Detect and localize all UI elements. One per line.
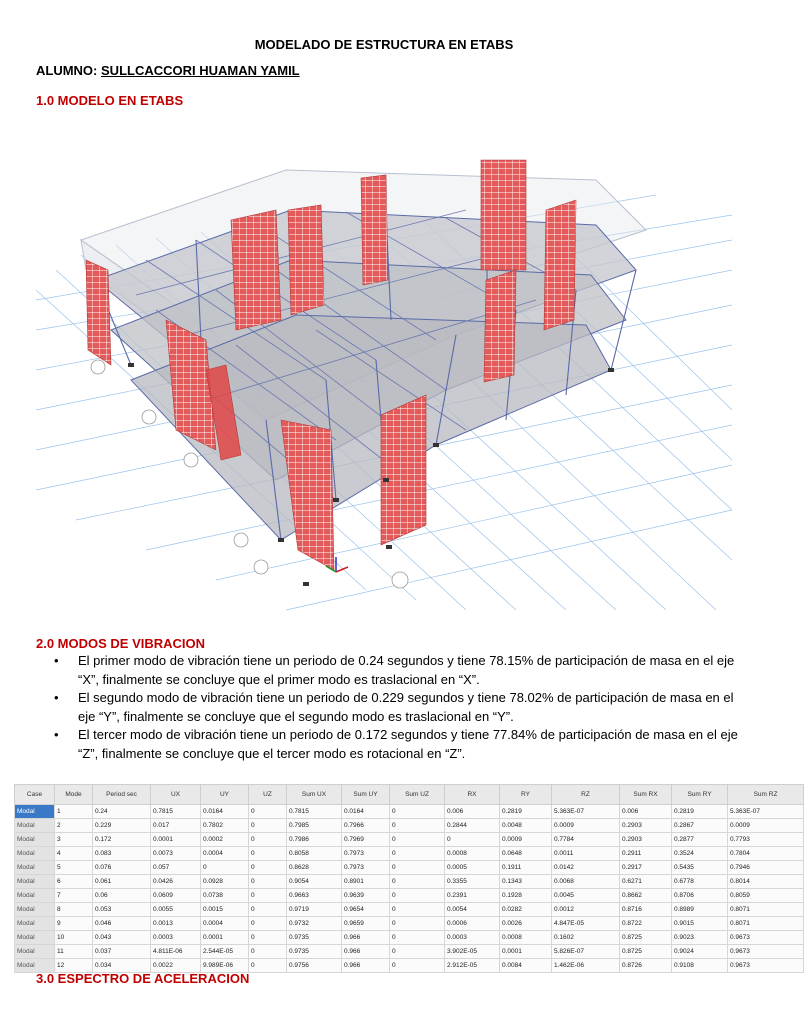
table-cell: 0.966 (342, 931, 390, 945)
case-cell: Modal (15, 861, 55, 875)
table-cell: 3 (55, 833, 93, 847)
column-header[interactable]: UX (151, 785, 201, 805)
column-header[interactable]: Sum UY (342, 785, 390, 805)
table-cell: 9.989E-06 (201, 959, 249, 973)
table-cell: 0.0068 (552, 875, 620, 889)
table-cell: 0.0142 (552, 861, 620, 875)
table-cell: 0.8722 (620, 917, 672, 931)
case-cell: Modal (15, 819, 55, 833)
table-cell: 0.7986 (287, 833, 342, 847)
table-cell: 0 (249, 917, 287, 931)
table-cell: 0 (249, 847, 287, 861)
table-cell: 0 (390, 833, 445, 847)
table-cell: 0.0006 (445, 917, 500, 931)
table-cell: 0.0609 (151, 889, 201, 903)
table-cell: 0.9659 (342, 917, 390, 931)
table-cell: 0.0648 (500, 847, 552, 861)
table-cell: 0.0054 (445, 903, 500, 917)
table-row[interactable] (15, 833, 804, 847)
table-row[interactable] (15, 861, 804, 875)
table-cell: 0.0009 (500, 833, 552, 847)
table-row[interactable] (15, 847, 804, 861)
table-cell: 0.2867 (672, 819, 728, 833)
table-cell: 0.2911 (620, 847, 672, 861)
table-cell: 0.9719 (287, 903, 342, 917)
table-cell: 0.9756 (287, 959, 342, 973)
table-row[interactable] (15, 875, 804, 889)
section-heading-model: 1.0 MODELO EN ETABS (36, 93, 184, 108)
table-cell: 0.0004 (201, 847, 249, 861)
shear-wall (484, 270, 516, 382)
shear-wall (481, 160, 526, 270)
table-cell: 0.6271 (620, 875, 672, 889)
table-cell: 0.0015 (201, 903, 249, 917)
table-row[interactable] (15, 819, 804, 833)
table-cell: 0.7815 (151, 805, 201, 819)
table-cell: 0.043 (93, 931, 151, 945)
table-cell: 0.2844 (445, 819, 500, 833)
table-cell: 0.006 (445, 805, 500, 819)
table-cell: 0.2819 (672, 805, 728, 819)
case-cell: Modal (15, 903, 55, 917)
table-cell: 0.2819 (500, 805, 552, 819)
table-cell: 0.0282 (500, 903, 552, 917)
table-cell: 0.2917 (620, 861, 672, 875)
modal-participation-table (14, 784, 804, 973)
table-cell: 0.1343 (500, 875, 552, 889)
column-header[interactable]: UY (201, 785, 249, 805)
table-cell: 0.3355 (445, 875, 500, 889)
shear-wall (361, 175, 388, 285)
table-cell: 0.7973 (342, 847, 390, 861)
table-cell: 5.363E-07 (728, 805, 804, 819)
table-cell: 0 (390, 875, 445, 889)
table-cell: 0 (249, 805, 287, 819)
table-cell: 0 (249, 833, 287, 847)
shear-wall (544, 200, 576, 330)
table-cell: 4.847E-05 (552, 917, 620, 931)
table-cell: 8 (55, 903, 93, 917)
table-cell: 7 (55, 889, 93, 903)
case-cell: Modal (15, 889, 55, 903)
table-row[interactable] (15, 805, 804, 819)
table-cell: 0 (390, 903, 445, 917)
table-cell: 0.8725 (620, 931, 672, 945)
table-cell: 0.006 (620, 805, 672, 819)
table-cell: 0.8662 (620, 889, 672, 903)
table-cell: 0.7985 (287, 819, 342, 833)
column-header[interactable]: Period sec (93, 785, 151, 805)
table-cell: 0 (249, 945, 287, 959)
table-cell: 0.9732 (287, 917, 342, 931)
table-cell: 0.0012 (552, 903, 620, 917)
table-cell: 0.9673 (728, 931, 804, 945)
column-header[interactable]: Sum UZ (390, 785, 445, 805)
table-cell: 0.0008 (500, 931, 552, 945)
table-row[interactable] (15, 889, 804, 903)
table-cell: 0.3524 (672, 847, 728, 861)
table-cell: 0.9024 (672, 945, 728, 959)
table-cell: 0.2903 (620, 833, 672, 847)
table-cell: 0.9735 (287, 931, 342, 945)
table-cell: 0.0001 (151, 833, 201, 847)
table-cell: 0.8071 (728, 903, 804, 917)
table-cell: 0.229 (93, 819, 151, 833)
column-header[interactable]: RY (500, 785, 552, 805)
table-cell: 0 (249, 875, 287, 889)
table-cell: 0.7804 (728, 847, 804, 861)
table-cell: 0.0073 (151, 847, 201, 861)
table-cell: 0.9663 (287, 889, 342, 903)
table-cell: 0.0001 (201, 931, 249, 945)
table-cell: 0.06 (93, 889, 151, 903)
table-cell: 0 (249, 819, 287, 833)
table-cell: 0.6778 (672, 875, 728, 889)
table-cell: 0.0001 (500, 945, 552, 959)
table-cell: 0.7969 (342, 833, 390, 847)
table-cell: 0 (249, 931, 287, 945)
table-cell: 0.053 (93, 903, 151, 917)
column-header[interactable]: RZ (552, 785, 620, 805)
table-header-row (15, 785, 804, 805)
table-cell: 9 (55, 917, 93, 931)
table-cell: 0.0003 (151, 931, 201, 945)
table-cell: 0.1928 (500, 889, 552, 903)
table-cell: 0.034 (93, 959, 151, 973)
table-cell: 0.0002 (201, 833, 249, 847)
table-cell: 0.061 (93, 875, 151, 889)
shear-wall (231, 210, 281, 330)
case-cell: Modal (15, 875, 55, 889)
table-cell: 2.912E-05 (445, 959, 500, 973)
table-cell: 0.0004 (201, 917, 249, 931)
table-cell: 0 (390, 959, 445, 973)
table-cell: 0 (390, 805, 445, 819)
shear-wall (288, 205, 324, 315)
table-cell: 0.8725 (620, 945, 672, 959)
case-cell: Modal (15, 847, 55, 861)
case-cell: Modal (15, 931, 55, 945)
table-cell: 0 (390, 945, 445, 959)
table-cell: 0 (390, 847, 445, 861)
table-cell: 0.9108 (672, 959, 728, 973)
table-cell: 0.9735 (287, 945, 342, 959)
table-cell: 0.057 (151, 861, 201, 875)
table-cell: 0.7946 (728, 861, 804, 875)
table-cell: 0.0164 (201, 805, 249, 819)
table-cell: 0.0013 (151, 917, 201, 931)
table-cell: 0.0426 (151, 875, 201, 889)
table-cell: 0.037 (93, 945, 151, 959)
table-cell: 0.2903 (620, 819, 672, 833)
table-cell: 1 (55, 805, 93, 819)
table-cell: 0.0055 (151, 903, 201, 917)
table-cell: 0.046 (93, 917, 151, 931)
column-header[interactable]: RX (445, 785, 500, 805)
table-cell: 0.7966 (342, 819, 390, 833)
table-cell: 0.7802 (201, 819, 249, 833)
table-cell: 0.2877 (672, 833, 728, 847)
student-label: ALUMNO: (36, 63, 98, 78)
table-cell: 0.8059 (728, 889, 804, 903)
table-cell: 3.902E-05 (445, 945, 500, 959)
column-header[interactable]: Sum RZ (728, 785, 804, 805)
table-cell: 0.172 (93, 833, 151, 847)
table-cell: 0 (249, 903, 287, 917)
table-body (15, 805, 804, 973)
table-cell: 0.0008 (445, 847, 500, 861)
section-heading-spectrum: 3.0 ESPECTRO DE ACELERACION (36, 971, 250, 986)
table-cell: 0 (390, 861, 445, 875)
case-cell: Modal (15, 945, 55, 959)
table-cell: 11 (55, 945, 93, 959)
column-header[interactable]: Sum UX (287, 785, 342, 805)
table-cell: 0 (390, 819, 445, 833)
table-cell: 6 (55, 875, 93, 889)
table-cell: 5 (55, 861, 93, 875)
column-header[interactable]: UZ (249, 785, 287, 805)
table-cell: 0.0003 (445, 931, 500, 945)
table-cell: 0.0084 (500, 959, 552, 973)
table-cell: 0.0009 (552, 819, 620, 833)
table-cell: 0.8014 (728, 875, 804, 889)
table-cell: 0.8901 (342, 875, 390, 889)
table-cell: 0.1602 (552, 931, 620, 945)
table-cell: 0.0009 (728, 819, 804, 833)
table-cell: 12 (55, 959, 93, 973)
table-cell: 4 (55, 847, 93, 861)
case-cell: Modal (15, 833, 55, 847)
table-cell: 5.826E-07 (552, 945, 620, 959)
table-cell: 0.0048 (500, 819, 552, 833)
table-cell: 0.8058 (287, 847, 342, 861)
table-cell: 0.0928 (201, 875, 249, 889)
table-row[interactable] (15, 945, 804, 959)
shear-wall (381, 395, 426, 545)
table-cell: 0.9054 (287, 875, 342, 889)
table-cell: 0.0164 (342, 805, 390, 819)
table-cell: 0.083 (93, 847, 151, 861)
column-header[interactable]: Sum RX (620, 785, 672, 805)
table-cell: 0 (249, 959, 287, 973)
table-cell: 0.966 (342, 945, 390, 959)
table-cell: 0.8628 (287, 861, 342, 875)
table-cell: 0.24 (93, 805, 151, 819)
column-header[interactable]: Sum RY (672, 785, 728, 805)
table-cell: 0.8989 (672, 903, 728, 917)
modes-bullet-list (78, 652, 738, 763)
table-cell: 0.8726 (620, 959, 672, 973)
table-cell: 0 (445, 833, 500, 847)
table-cell: 0 (201, 861, 249, 875)
table-cell: 4.811E-06 (151, 945, 201, 959)
table-cell: 10 (55, 931, 93, 945)
table-cell: 0.9673 (728, 945, 804, 959)
table-cell: 0.7973 (342, 861, 390, 875)
bullet-item: • El primer modo de vibración tiene un periodo de 0.24 segundos y tiene 78.15% de participación de masa en el eje “X”, finalmente se concluye que el primer modo es traslacional en “X”. (78, 652, 738, 689)
table-cell: 0.9654 (342, 903, 390, 917)
column-header[interactable]: Mode (55, 785, 93, 805)
table-cell: 0.2391 (445, 889, 500, 903)
table-cell: 2.544E-05 (201, 945, 249, 959)
table-cell: 0.0045 (552, 889, 620, 903)
table-cell: 0 (390, 889, 445, 903)
etabs-3d-model-figure (36, 120, 732, 610)
table-cell: 0.5435 (672, 861, 728, 875)
table-cell: 0.8071 (728, 917, 804, 931)
table-cell: 0.017 (151, 819, 201, 833)
table-cell: 0.8706 (672, 889, 728, 903)
table-row[interactable] (15, 931, 804, 945)
document-title: MODELADO DE ESTRUCTURA EN ETABS (254, 37, 514, 52)
table-cell: 0.0005 (445, 861, 500, 875)
table-cell: 0 (249, 889, 287, 903)
table-row[interactable] (15, 917, 804, 931)
table-cell: 0.966 (342, 959, 390, 973)
bullet-item: • El tercer modo de vibración tiene un periodo de 0.172 segundos y tiene 77.84% de participación de masa en el eje “Z”, finalmente se concluye que el tercer modo es rotacional en “Z”. (78, 726, 738, 763)
case-cell: Modal (15, 805, 55, 819)
shear-wall (86, 260, 111, 365)
column-header[interactable]: Case (15, 785, 55, 805)
table-cell: 0 (249, 861, 287, 875)
table-cell: 0.076 (93, 861, 151, 875)
table-cell: 0.0011 (552, 847, 620, 861)
table-cell: 5.363E-07 (552, 805, 620, 819)
table-cell: 0.7784 (552, 833, 620, 847)
table-cell: 0 (390, 917, 445, 931)
table-cell: 0.0738 (201, 889, 249, 903)
table-cell: 0.9023 (672, 931, 728, 945)
table-cell: 0.0022 (151, 959, 201, 973)
student-line (36, 63, 300, 78)
table-cell: 0.8716 (620, 903, 672, 917)
bullet-item: • El segundo modo de vibración tiene un periodo de 0.229 segundos y tiene 78.02% de participación de masa en el eje “Y”, finalmente se concluye que el segundo modo es traslacional en “Y”. (78, 689, 738, 726)
table-cell: 0.9015 (672, 917, 728, 931)
table-cell: 0.9673 (728, 959, 804, 973)
student-name: SULLCACCORI HUAMAN YAMIL (101, 63, 300, 78)
table-cell: 2 (55, 819, 93, 833)
table-cell: 0.7793 (728, 833, 804, 847)
table-cell: 0.0026 (500, 917, 552, 931)
table-cell: 0 (390, 931, 445, 945)
table-cell: 0.1911 (500, 861, 552, 875)
table-cell: 0.7815 (287, 805, 342, 819)
table-cell: 0.9639 (342, 889, 390, 903)
table-cell: 1.462E-06 (552, 959, 620, 973)
case-cell: Modal (15, 959, 55, 973)
case-cell: Modal (15, 917, 55, 931)
table-row[interactable] (15, 903, 804, 917)
section-heading-modes: 2.0 MODOS DE VIBRACION (36, 636, 206, 651)
